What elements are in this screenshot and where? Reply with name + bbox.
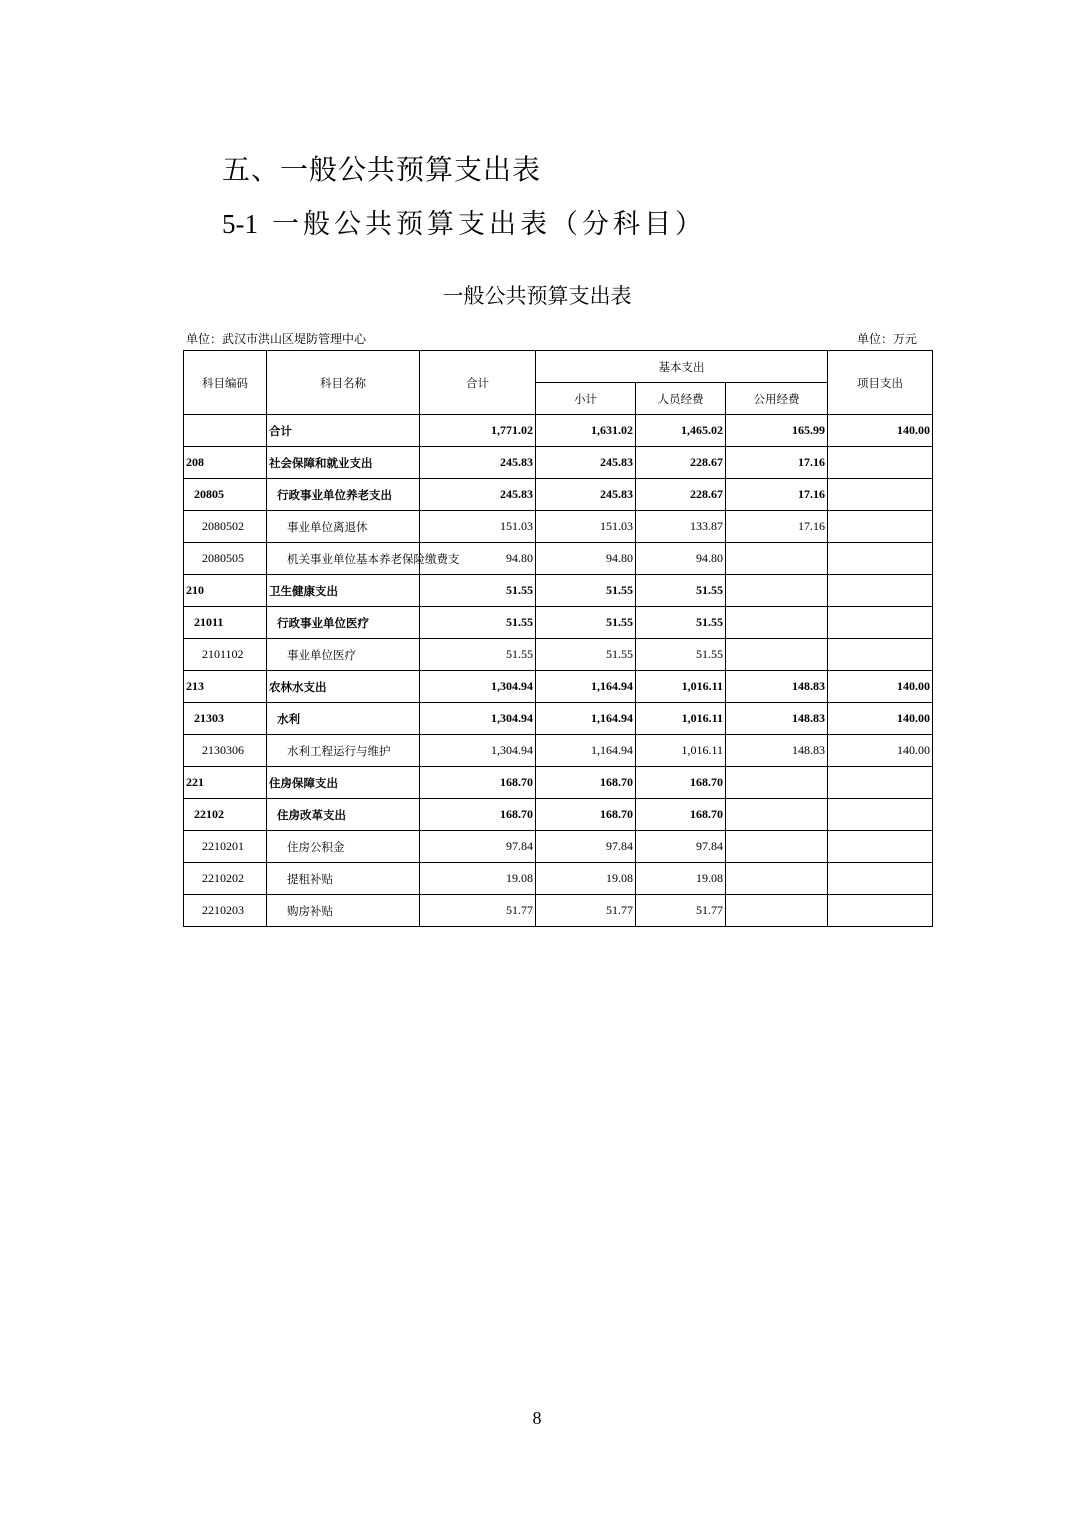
cell-code: 2080505 [184, 543, 267, 575]
cell-project: 140.00 [828, 735, 933, 767]
cell-total: 1,304.94 [420, 671, 536, 703]
cell-subtotal: 1,164.94 [536, 703, 636, 735]
cell-code: 213 [184, 671, 267, 703]
cell-personnel: 1,465.02 [636, 415, 726, 447]
cell-project [828, 447, 933, 479]
table-row [184, 735, 933, 767]
cell-project [828, 799, 933, 831]
cell-code: 221 [184, 767, 267, 799]
header-basic: 基本支出 [536, 351, 828, 383]
subsection-number: 5-1 [222, 209, 258, 239]
cell-personnel: 168.70 [636, 799, 726, 831]
cell-name: 行政事业单位医疗 [267, 607, 420, 639]
cell-name: 事业单位医疗 [267, 639, 420, 671]
table-row [184, 703, 933, 735]
cell-project [828, 479, 933, 511]
table-row [184, 415, 933, 447]
cell-public: 148.83 [726, 671, 828, 703]
table-row [184, 575, 933, 607]
header-total: 合计 [420, 351, 536, 415]
cell-code: 208 [184, 447, 267, 479]
table-row [184, 479, 933, 511]
table-row [184, 863, 933, 895]
cell-name: 行政事业单位养老支出 [267, 479, 420, 511]
cell-public [726, 767, 828, 799]
cell-personnel: 97.84 [636, 831, 726, 863]
cell-total: 51.77 [420, 895, 536, 927]
cell-public: 148.83 [726, 703, 828, 735]
cell-name: 住房改革支出 [267, 799, 420, 831]
cell-code: 2130306 [184, 735, 267, 767]
header-name: 科目名称 [267, 351, 420, 415]
unit-organization: 单位：武汉市洪山区堤防管理中心 [186, 332, 367, 346]
header-personnel: 人员经费 [636, 383, 726, 415]
cell-personnel: 94.80 [636, 543, 726, 575]
cell-total: 1,771.02 [420, 415, 536, 447]
cell-total: 51.55 [420, 639, 536, 671]
table-row [184, 447, 933, 479]
cell-project [828, 895, 933, 927]
cell-personnel: 1,016.11 [636, 671, 726, 703]
cell-total: 168.70 [420, 799, 536, 831]
cell-public: 17.16 [726, 479, 828, 511]
cell-personnel: 133.87 [636, 511, 726, 543]
cell-name: 卫生健康支出 [267, 575, 420, 607]
cell-public [726, 831, 828, 863]
cell-subtotal: 168.70 [536, 799, 636, 831]
cell-project [828, 863, 933, 895]
cell-personnel: 228.67 [636, 479, 726, 511]
cell-code: 210 [184, 575, 267, 607]
cell-subtotal: 51.77 [536, 895, 636, 927]
cell-name: 购房补贴 [267, 895, 420, 927]
table-row [184, 671, 933, 703]
cell-public [726, 895, 828, 927]
cell-subtotal: 51.55 [536, 607, 636, 639]
cell-personnel: 168.70 [636, 767, 726, 799]
cell-project [828, 639, 933, 671]
header-project: 项目支出 [828, 351, 933, 415]
cell-subtotal: 19.08 [536, 863, 636, 895]
cell-personnel: 1,016.11 [636, 735, 726, 767]
cell-code: 2210202 [184, 863, 267, 895]
cell-personnel: 51.55 [636, 607, 726, 639]
table-row [184, 831, 933, 863]
cell-name: 社会保障和就业支出 [267, 447, 420, 479]
section-heading: 五、一般公共预算支出表 [222, 153, 542, 186]
cell-subtotal: 168.70 [536, 767, 636, 799]
cell-project: 140.00 [828, 415, 933, 447]
cell-subtotal: 94.80 [536, 543, 636, 575]
cell-name: 机关事业单位基本养老保险缴费支 [267, 543, 420, 575]
cell-public [726, 543, 828, 575]
cell-code: 21303 [184, 703, 267, 735]
cell-project [828, 767, 933, 799]
table-row [184, 895, 933, 927]
subsection-heading [222, 202, 706, 241]
budget-table [183, 350, 933, 927]
cell-total: 51.55 [420, 607, 536, 639]
cell-code: 2210203 [184, 895, 267, 927]
cell-name: 提租补贴 [267, 863, 420, 895]
cell-subtotal: 151.03 [536, 511, 636, 543]
table-row [184, 799, 933, 831]
cell-personnel: 51.77 [636, 895, 726, 927]
cell-project: 140.00 [828, 671, 933, 703]
cell-project: 140.00 [828, 703, 933, 735]
table-title: 一般公共预算支出表 [442, 284, 632, 308]
header-code: 科目编码 [184, 351, 267, 415]
cell-subtotal: 1,164.94 [536, 671, 636, 703]
cell-total: 19.08 [420, 863, 536, 895]
cell-public [726, 575, 828, 607]
cell-subtotal: 1,631.02 [536, 415, 636, 447]
cell-code: 21011 [184, 607, 267, 639]
table-row [184, 639, 933, 671]
cell-public [726, 607, 828, 639]
cell-code [184, 415, 267, 447]
cell-subtotal: 97.84 [536, 831, 636, 863]
cell-public: 17.16 [726, 511, 828, 543]
cell-public: 148.83 [726, 735, 828, 767]
cell-name: 水利工程运行与维护 [267, 735, 420, 767]
header-public: 公用经费 [726, 383, 828, 415]
table-row [184, 607, 933, 639]
cell-public: 17.16 [726, 447, 828, 479]
cell-code: 2080502 [184, 511, 267, 543]
cell-subtotal: 245.83 [536, 447, 636, 479]
page-number: 8 [532, 1408, 542, 1428]
cell-personnel: 228.67 [636, 447, 726, 479]
cell-total: 97.84 [420, 831, 536, 863]
cell-code: 20805 [184, 479, 267, 511]
cell-name: 农林水支出 [267, 671, 420, 703]
cell-name: 事业单位离退休 [267, 511, 420, 543]
cell-code: 22102 [184, 799, 267, 831]
header-subtotal: 小计 [536, 383, 636, 415]
cell-total: 245.83 [420, 447, 536, 479]
cell-name: 合计 [267, 415, 420, 447]
cell-personnel: 51.55 [636, 575, 726, 607]
cell-subtotal: 245.83 [536, 479, 636, 511]
cell-code: 2210201 [184, 831, 267, 863]
cell-name: 住房公积金 [267, 831, 420, 863]
cell-project [828, 511, 933, 543]
cell-total: 245.83 [420, 479, 536, 511]
unit-currency: 单位：万元 [857, 332, 918, 346]
cell-public: 165.99 [726, 415, 828, 447]
subsection-title: 一般公共预算支出表（分科目） [272, 209, 706, 240]
cell-name: 水利 [267, 703, 420, 735]
cell-public [726, 639, 828, 671]
cell-project [828, 831, 933, 863]
cell-public [726, 863, 828, 895]
cell-project [828, 543, 933, 575]
cell-personnel: 51.55 [636, 639, 726, 671]
cell-personnel: 1,016.11 [636, 703, 726, 735]
cell-project [828, 607, 933, 639]
cell-personnel: 19.08 [636, 863, 726, 895]
table-row [184, 543, 933, 575]
cell-subtotal: 1,164.94 [536, 735, 636, 767]
table-row [184, 511, 933, 543]
cell-total: 168.70 [420, 767, 536, 799]
cell-name: 住房保障支出 [267, 767, 420, 799]
cell-total: 94.80 [420, 543, 536, 575]
cell-subtotal: 51.55 [536, 639, 636, 671]
cell-subtotal: 51.55 [536, 575, 636, 607]
cell-project [828, 575, 933, 607]
cell-total: 1,304.94 [420, 735, 536, 767]
cell-total: 51.55 [420, 575, 536, 607]
cell-total: 151.03 [420, 511, 536, 543]
cell-total: 1,304.94 [420, 703, 536, 735]
cell-public [726, 799, 828, 831]
table-row [184, 767, 933, 799]
cell-code: 2101102 [184, 639, 267, 671]
